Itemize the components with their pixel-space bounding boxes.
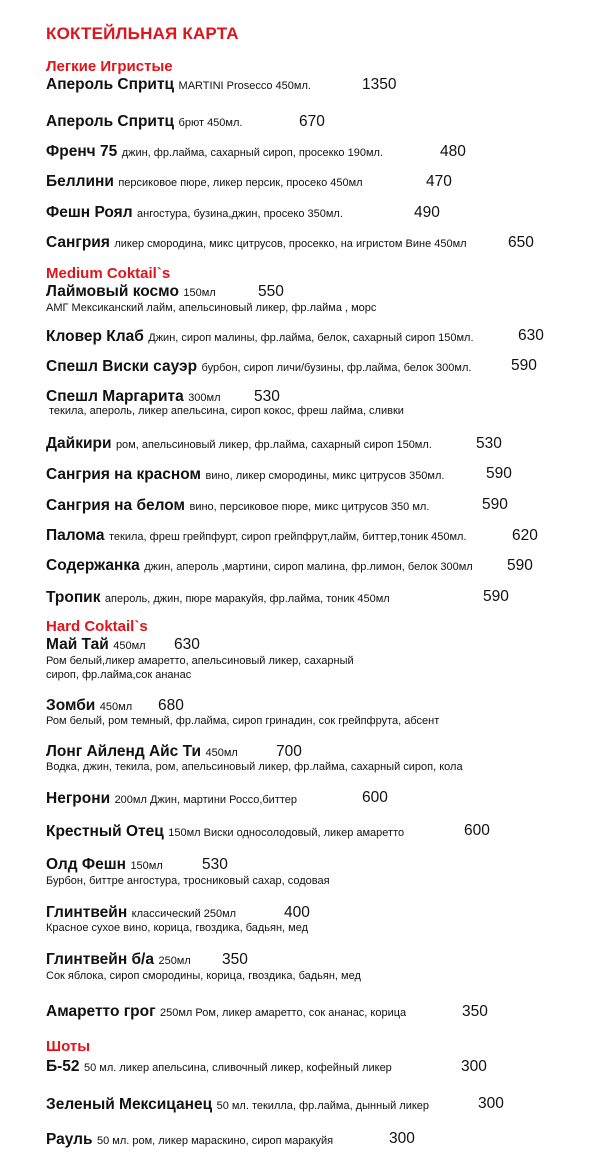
item-details: джин, фр.лайма, сахарный сироп, просекко 190мл. — [121, 147, 383, 159]
item-price: 350 — [222, 951, 248, 968]
item-price: 470 — [426, 173, 452, 190]
menu-item — [46, 76, 311, 94]
item-name: Сангрия — [46, 234, 110, 251]
item-price: 300 — [389, 1130, 415, 1147]
item-price: 550 — [258, 283, 284, 300]
menu-item — [46, 234, 467, 252]
menu-item — [46, 823, 404, 841]
menu-item — [46, 951, 191, 969]
item-name: Содержанка — [46, 557, 140, 574]
item-name: Глинтвейн — [46, 904, 128, 921]
item-name: Крестный Отец — [46, 823, 164, 840]
item-description: Бурбон, биттре ангостура, тросниковый сахар, содовая — [46, 875, 330, 887]
item-details: вино, персиковое пюре, микс цитрусов 350 мл. — [189, 501, 430, 513]
item-price: 530 — [254, 388, 280, 405]
item-price: 590 — [507, 557, 533, 574]
item-details: 300мл — [188, 392, 221, 404]
item-name: Апероль Спритц — [46, 76, 175, 93]
menu-item — [46, 1096, 429, 1114]
item-details: бурбон, сироп личи/бузины, фр.лайма, белок 300мл. — [201, 362, 472, 374]
item-description: сироп, фр.лайма,сок ананас — [46, 669, 192, 681]
menu-item — [46, 497, 429, 515]
item-details: апероль, джин, пюре маракуйя, фр.лайма, тоник 450мл — [104, 593, 390, 605]
item-name: Френч 75 — [46, 143, 118, 160]
item-price: 300 — [478, 1095, 504, 1112]
item-details: 200мл Джин, мартини Россо,биттер — [114, 794, 298, 806]
menu-item — [46, 589, 390, 607]
item-price: 590 — [483, 588, 509, 605]
item-details: ликер смородина, микс цитрусов, просекко, на игристом Вине 450мл — [114, 238, 467, 250]
item-name: Дайкири — [46, 435, 112, 452]
item-name: Глинтвейн б/а — [46, 951, 154, 968]
menu-item — [46, 283, 216, 301]
item-price: 630 — [174, 636, 200, 653]
section-sparkling: Легкие Игристые — [46, 58, 173, 75]
item-description: Ром белый,ликер амаретто, апельсиновый ликер, сахарный — [46, 655, 354, 667]
section-shots: Шоты — [46, 1038, 91, 1055]
item-name: Апероль Спритц — [46, 113, 175, 130]
item-name: Спешл Виски сауэр — [46, 358, 198, 375]
item-price: 490 — [414, 204, 440, 221]
item-price: 590 — [511, 357, 537, 374]
item-price: 600 — [464, 822, 490, 839]
item-price: 400 — [284, 904, 310, 921]
item-details: 150мл — [130, 860, 163, 872]
menu-item — [46, 790, 297, 808]
item-name: Олд Фешн — [46, 856, 126, 873]
menu-item — [46, 856, 163, 874]
item-details: 150мл — [183, 287, 216, 299]
menu-item — [46, 204, 343, 222]
menu-item — [46, 113, 242, 131]
item-name: Лонг Айленд Айс Ти — [46, 743, 202, 760]
item-price: 600 — [362, 789, 388, 806]
menu-item — [46, 466, 444, 484]
menu-item — [46, 527, 467, 545]
item-name: Палома — [46, 527, 105, 544]
item-description: Сок яблока, сироп смородины, корица, гвоздика, бадьян, мед — [46, 970, 361, 982]
item-price: 700 — [276, 743, 302, 760]
item-name: Лаймовый космо — [46, 283, 179, 300]
item-name: Б-52 — [46, 1058, 80, 1075]
item-name: Сангрия на красном — [46, 466, 202, 483]
menu-item — [46, 173, 363, 191]
item-description: текила, апероль, ликер апельсина, сироп кокос, фреш лайма, сливки — [49, 405, 404, 417]
item-price: 630 — [518, 327, 544, 344]
item-details: 450мл — [205, 747, 238, 759]
item-price: 680 — [158, 697, 184, 714]
item-description: Ром белый, ром темный, фр.лайма, сироп гринадин, сок грейпфрута, абсент — [46, 715, 440, 727]
section-hard: Hard Coktail`s — [46, 618, 148, 635]
item-details: Джин, сироп малины, фр.лайма, белок, сахарный сироп 150мл. — [148, 332, 474, 344]
menu-item — [46, 557, 473, 575]
item-description: АМГ Мексиканский лайм, апельсиновый ликер, фр.лайма , морс — [46, 302, 377, 314]
menu-item — [46, 1003, 406, 1021]
menu-item — [46, 904, 236, 922]
item-price: 300 — [461, 1058, 487, 1075]
item-price: 650 — [508, 234, 534, 251]
item-details: ангостура, бузина,джин, просеко 350мл. — [137, 208, 343, 220]
menu-title: КОКТЕЙЛЬНАЯ КАРТА — [46, 24, 239, 43]
item-details: классический 250мл — [131, 908, 237, 920]
item-details: джин, апероль ,мартини, сироп малина, фр.лимон, белок 300мл — [144, 561, 473, 573]
item-details: 50 мл. ром, ликер мараскино, сироп маракуйя — [97, 1135, 334, 1147]
menu-item — [46, 697, 132, 715]
item-details: 50 мл. текилла, фр.лайма, дынный ликер — [216, 1100, 430, 1112]
item-name: Май Тай — [46, 636, 109, 653]
item-name: Спешл Маргарита — [46, 388, 184, 405]
menu-item — [46, 435, 432, 453]
item-name: Тропик — [46, 589, 101, 606]
item-details: 250мл Ром, ликер амаретто, сок ананас, корица — [160, 1007, 407, 1019]
item-name: Кловер Клаб — [46, 328, 144, 345]
item-details: вино, ликер смородины, микс цитрусов 350мл. — [205, 470, 445, 482]
item-description: Водка, джин, текила, ром, апельсиновый ликер, фр.лайма, сахарный сироп, кола — [46, 761, 463, 773]
item-name: Беллини — [46, 173, 114, 190]
item-price: 1350 — [362, 76, 397, 93]
item-details: 250мл — [158, 955, 191, 967]
item-details: брют 450мл. — [178, 117, 243, 129]
section-medium: Medium Coktail`s — [46, 265, 171, 282]
item-details: MARTINI Prosecco 450мл. — [178, 80, 311, 92]
menu-item — [46, 636, 146, 654]
menu-item — [46, 143, 383, 161]
item-price: 590 — [482, 496, 508, 513]
menu-item — [46, 1058, 392, 1076]
item-details: 50 мл. ликер апельсина, сливочный ликер, кофейный ликер — [84, 1062, 392, 1074]
item-name: Рауль — [46, 1131, 93, 1148]
item-price: 530 — [476, 435, 502, 452]
menu-item — [46, 1131, 333, 1149]
item-details: персиковое пюре, ликер персик, просеко 450мл — [118, 177, 363, 189]
menu-item — [46, 358, 471, 376]
item-name: Фешн Роял — [46, 204, 133, 221]
item-price: 530 — [202, 856, 228, 873]
item-price: 670 — [299, 113, 325, 130]
item-price: 480 — [440, 143, 466, 160]
item-price: 350 — [462, 1003, 488, 1020]
item-price: 620 — [512, 527, 538, 544]
item-details: 150мл Виски односолодовый, ликер амаретто — [168, 827, 405, 839]
item-name: Амаретто грог — [46, 1003, 156, 1020]
item-price: 590 — [486, 465, 512, 482]
item-details: 450мл — [113, 640, 146, 652]
menu-item — [46, 743, 238, 761]
item-details: текила, фреш грейпфурт, сироп грейпфрут,лайм, биттер,тоник 450мл. — [109, 531, 467, 543]
item-description: Красное сухое вино, корица, гвоздика, бадьян, мед — [46, 922, 309, 934]
item-details: 450мл — [99, 701, 133, 713]
item-details: ром, апельсиновый ликер, фр.лайма, сахарный сироп 150мл. — [115, 439, 432, 451]
item-name: Сангрия на белом — [46, 497, 186, 514]
item-name: Зеленый Мексицанец — [46, 1096, 213, 1113]
item-name: Зомби — [46, 697, 96, 714]
menu-item — [46, 328, 474, 346]
item-name: Негрони — [46, 790, 111, 807]
